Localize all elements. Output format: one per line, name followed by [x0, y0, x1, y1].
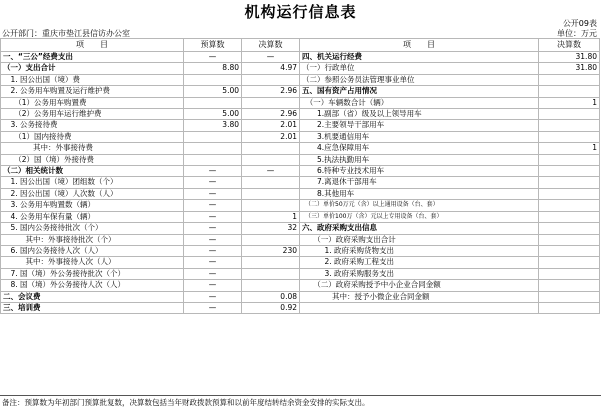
right-item-cell: 六、政府采购支出信息: [300, 223, 539, 234]
budget-cell: —: [184, 177, 242, 188]
right-final-cell: [539, 223, 600, 234]
left-item-cell: 8. 国（境）外公务接待人次（人）: [1, 280, 184, 291]
right-final-cell: [539, 280, 600, 291]
budget-cell: 3.80: [184, 120, 242, 131]
left-item-cell: （一）支出合计: [1, 63, 184, 74]
table-row: [1, 131, 600, 142]
budget-cell: 5.00: [184, 109, 242, 120]
right-item-cell: 4.应急保障用车: [300, 143, 539, 154]
table-row: [1, 188, 600, 199]
header-budget: 预算数: [184, 39, 242, 52]
right-item-cell: 2.主要领导干部用车: [300, 120, 539, 131]
final-cell: [242, 154, 300, 165]
budget-cell: —: [184, 223, 242, 234]
right-item-cell: 四、机关运行经费: [300, 52, 539, 63]
right-final-cell: 31.80: [539, 63, 600, 74]
table-row: [1, 52, 600, 63]
final-cell: 32: [242, 223, 300, 234]
right-final-cell: 1: [539, 143, 600, 154]
budget-cell: —: [184, 211, 242, 222]
left-item-cell: （1）公务用车购置费: [1, 97, 184, 108]
table-row: [1, 120, 600, 131]
final-cell: [242, 280, 300, 291]
table-row: [1, 154, 600, 165]
right-item-cell: （一）行政单位: [300, 63, 539, 74]
header-final: 决算数: [242, 39, 300, 52]
right-item-cell: 7.离退休干部用车: [300, 177, 539, 188]
budget-cell: 8.80: [184, 63, 242, 74]
final-cell: 2.01: [242, 131, 300, 142]
right-final-cell: [539, 120, 600, 131]
right-final-cell: 31.80: [539, 52, 600, 63]
final-cell: 4.97: [242, 63, 300, 74]
right-final-cell: [539, 74, 600, 85]
budget-cell: —: [184, 188, 242, 199]
table-row: [1, 97, 600, 108]
right-item-cell: 3. 政府采购服务支出: [300, 268, 539, 279]
right-item-cell: 6.特种专业技术用车: [300, 166, 539, 177]
right-item-cell: （一）政府采购支出合计: [300, 234, 539, 245]
final-cell: [242, 74, 300, 85]
left-item-cell: 7. 国（境）外公务接待批次（个）: [1, 268, 184, 279]
final-cell: [242, 200, 300, 211]
table-row: [1, 86, 600, 97]
budget-cell: —: [184, 302, 242, 313]
right-final-cell: [539, 245, 600, 256]
budget-cell: [184, 97, 242, 108]
right-item-cell: （三）单价100万（含）元以上专用设备（台、套）: [300, 211, 539, 222]
left-item-cell: 1. 因公出国（境）团组数（个）: [1, 177, 184, 188]
header-item: 项 目: [1, 39, 184, 52]
budget-cell: 5.00: [184, 86, 242, 97]
right-item-cell: 2. 政府采购工程支出: [300, 257, 539, 268]
right-final-cell: 1: [539, 97, 600, 108]
right-item-cell: （二）单价50万元（含）以上通用设备（台、套）: [300, 200, 539, 211]
left-item-cell: 6. 国内公务接待人次（人）: [1, 245, 184, 256]
final-cell: —: [242, 166, 300, 177]
header-final-right: 决算数: [539, 39, 600, 52]
department-label: 公开部门：重庆市垫江县信访办公室: [2, 29, 130, 38]
final-cell: —: [242, 52, 300, 63]
form-number: 公开09表: [562, 19, 597, 28]
right-item-cell: （二）参照公务员法管理事业单位: [300, 74, 539, 85]
table-row: [1, 177, 600, 188]
table-row: [1, 268, 600, 279]
table-row: [1, 211, 600, 222]
left-item-cell: 4. 公务用车保有量（辆）: [1, 211, 184, 222]
final-cell: [242, 143, 300, 154]
final-cell: 0.08: [242, 291, 300, 302]
report-title: 机构运行信息表: [244, 3, 357, 21]
left-item-cell: （2）公务用车运行维护费: [1, 109, 184, 120]
table-row: [1, 245, 600, 256]
table-row: [1, 200, 600, 211]
right-item-cell: （二）政府采购授予中小企业合同金额: [300, 280, 539, 291]
table-row: [1, 63, 600, 74]
header-row: [1, 39, 600, 52]
left-item-cell: 其中：外事接待费: [1, 143, 184, 154]
budget-cell: [184, 131, 242, 142]
left-item-cell: （二）相关统计数: [1, 166, 184, 177]
left-item-cell: 一、“三公”经费支出: [1, 52, 184, 63]
left-item-cell: 三、培训费: [1, 302, 184, 313]
table-row: [1, 234, 600, 245]
right-item-cell: 五、国有资产占用情况: [300, 86, 539, 97]
left-item-cell: （2）国（境）外接待费: [1, 154, 184, 165]
final-cell: [242, 257, 300, 268]
right-final-cell: [539, 86, 600, 97]
right-final-cell: [539, 109, 600, 120]
right-final-cell: [539, 257, 600, 268]
budget-cell: —: [184, 257, 242, 268]
right-final-cell: [539, 291, 600, 302]
right-item-cell: [300, 302, 539, 313]
left-item-cell: 3. 公务用车购置数（辆）: [1, 200, 184, 211]
table-row: [1, 74, 600, 85]
table-row: [1, 257, 600, 268]
budget-cell: —: [184, 166, 242, 177]
budget-cell: —: [184, 245, 242, 256]
final-cell: 2.96: [242, 109, 300, 120]
final-cell: [242, 188, 300, 199]
right-final-cell: [539, 131, 600, 142]
budget-cell: [184, 143, 242, 154]
left-item-cell: 3. 公务接待费: [1, 120, 184, 131]
final-cell: 2.01: [242, 120, 300, 131]
budget-cell: [184, 74, 242, 85]
final-cell: [242, 234, 300, 245]
left-item-cell: 5. 国内公务接待批次（个）: [1, 223, 184, 234]
right-item-cell: 8.其他用车: [300, 188, 539, 199]
right-item-cell: 5.执法执勤用车: [300, 154, 539, 165]
right-final-cell: [539, 154, 600, 165]
right-final-cell: [539, 166, 600, 177]
final-cell: 230: [242, 245, 300, 256]
left-item-cell: （1）国内接待费: [1, 131, 184, 142]
right-final-cell: [539, 302, 600, 313]
header-item-right: 项 目: [300, 39, 539, 52]
left-item-cell: 二、会议费: [1, 291, 184, 302]
right-final-cell: [539, 188, 600, 199]
right-item-cell: 1. 政府采购货物支出: [300, 245, 539, 256]
unit-label: 单位：万元: [557, 29, 597, 38]
footnote: 备注：预算数为年初部门预算批复数，决算数包括当年财政拨款预算和以前年度结转结余资金安排的实际支出。: [2, 398, 370, 407]
budget-cell: —: [184, 280, 242, 291]
table-row: [1, 143, 600, 154]
left-item-cell: 2. 因公出国（境）人次数（人）: [1, 188, 184, 199]
budget-cell: —: [184, 200, 242, 211]
table-row: [1, 166, 600, 177]
table-row: [1, 109, 600, 120]
final-cell: [242, 268, 300, 279]
budget-cell: —: [184, 268, 242, 279]
footer-divider: [0, 395, 601, 396]
left-item-cell: 1. 因公出国（境）费: [1, 74, 184, 85]
right-item-cell: 1.副部（省）级及以上领导用车: [300, 109, 539, 120]
table-row: [1, 291, 600, 302]
right-final-cell: [539, 211, 600, 222]
right-final-cell: [539, 268, 600, 279]
right-item-cell: 3.机要通信用车: [300, 131, 539, 142]
right-final-cell: [539, 234, 600, 245]
right-final-cell: [539, 177, 600, 188]
final-cell: 1: [242, 211, 300, 222]
table-row: [1, 223, 600, 234]
right-item-cell: 其中：授予小微企业合同金额: [300, 291, 539, 302]
right-item-cell: （一）车辆数合计（辆）: [300, 97, 539, 108]
budget-cell: —: [184, 291, 242, 302]
table-row: [1, 302, 600, 313]
budget-cell: [184, 154, 242, 165]
final-cell: 0.92: [242, 302, 300, 313]
table-row: [1, 280, 600, 291]
final-cell: 2.96: [242, 86, 300, 97]
left-item-cell: 其中：外事接待人次（人）: [1, 257, 184, 268]
final-cell: [242, 177, 300, 188]
report-table: [0, 38, 600, 314]
budget-cell: —: [184, 234, 242, 245]
budget-cell: —: [184, 52, 242, 63]
final-cell: [242, 97, 300, 108]
right-final-cell: [539, 200, 600, 211]
left-item-cell: 其中：外事接待批次（个）: [1, 234, 184, 245]
left-item-cell: 2. 公务用车购置及运行维护费: [1, 86, 184, 97]
